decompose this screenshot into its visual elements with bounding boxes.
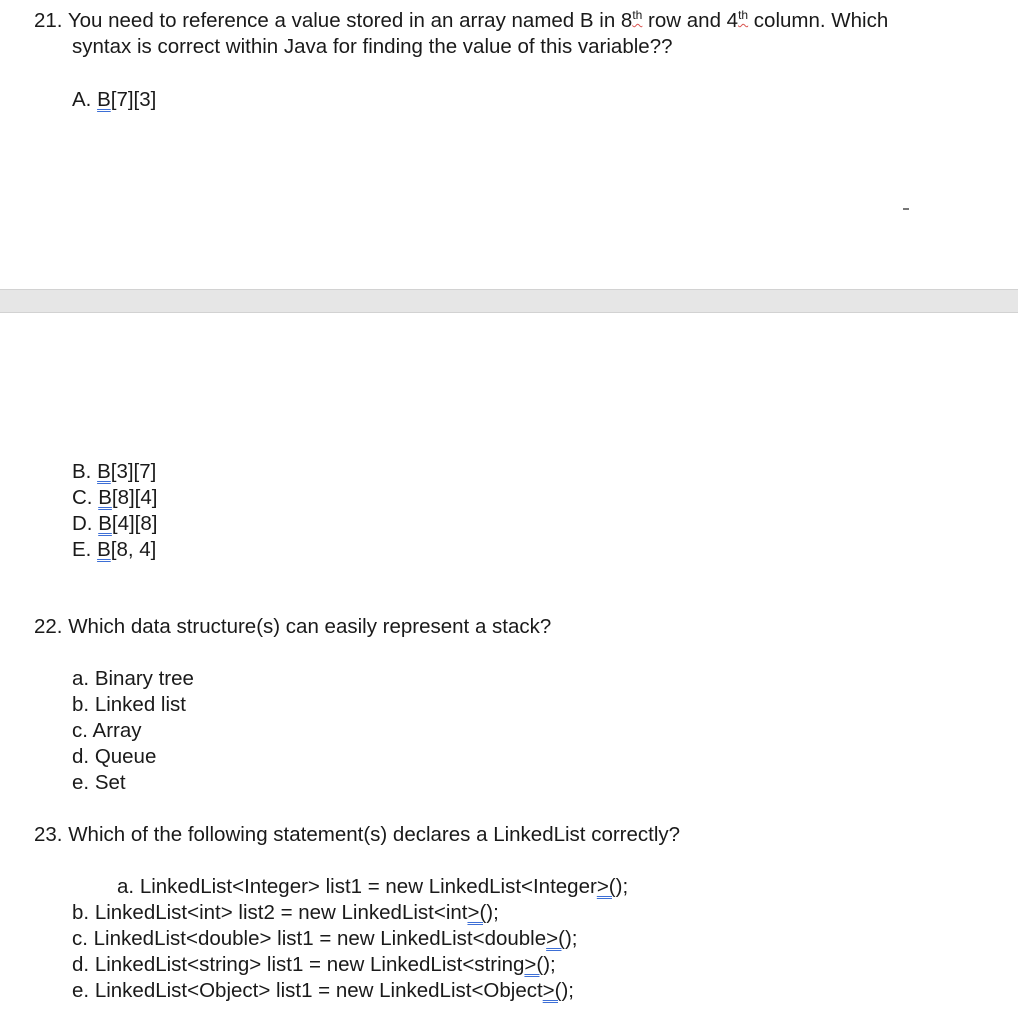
option-letter: E. — [72, 538, 92, 561]
option-letter: c. — [72, 719, 88, 742]
array-name: B — [98, 512, 112, 535]
option-letter: d. — [72, 953, 90, 976]
option-code-end: ); — [561, 979, 575, 1002]
option-letter: b. — [72, 901, 90, 924]
option-code: LinkedList<string> list1 = new LinkedList<string — [94, 953, 525, 976]
option-letter: e. — [72, 979, 90, 1002]
option-text: Binary tree — [94, 667, 194, 690]
q21-superscript-1: th — [632, 8, 643, 22]
q21-text-part-a: You need to reference a value stored in an array named B in 8 — [67, 9, 633, 32]
option-code-underlined: >( — [524, 953, 544, 976]
option-code-end: ); — [615, 875, 629, 898]
option-code: LinkedList<double> list1 = new LinkedList<double — [93, 927, 547, 950]
q21-text-part-c: column. Which — [748, 9, 889, 32]
array-name: B — [97, 88, 111, 111]
q22-option-e — [72, 771, 126, 795]
q21-option-b — [72, 460, 156, 484]
q22-text: Which data structure(s) can easily represent a stack? — [68, 615, 552, 638]
q23-text: Which of the following statement(s) declares a LinkedList correctly? — [68, 823, 681, 846]
option-text: Queue — [94, 745, 157, 768]
q23-number: 23. — [34, 823, 63, 846]
option-code-underlined: >( — [467, 901, 487, 924]
array-name: B — [98, 486, 112, 509]
q21-option-e — [72, 538, 156, 562]
q22-option-c — [72, 719, 142, 743]
q23-question — [34, 823, 680, 847]
q21-superscript-2: th — [738, 8, 749, 22]
option-text: [4][8] — [111, 512, 158, 535]
option-code-underlined: >( — [542, 979, 562, 1002]
q23-option-d — [72, 953, 556, 977]
option-code-end: ); — [564, 927, 578, 950]
option-letter: B. — [72, 460, 92, 483]
option-text: [8, 4] — [110, 538, 157, 561]
option-letter: D. — [72, 512, 93, 535]
q23-option-b — [72, 901, 499, 925]
q21-option-d — [72, 512, 157, 536]
q23-option-a — [117, 875, 628, 899]
option-letter: d. — [72, 745, 90, 768]
q21-line-1 — [34, 9, 888, 33]
option-letter: A. — [72, 88, 92, 111]
array-name: B — [97, 538, 111, 561]
option-text: [3][7] — [110, 460, 157, 483]
option-letter: c. — [72, 927, 88, 950]
option-text: Set — [94, 771, 126, 794]
option-text: Array — [92, 719, 142, 742]
option-text: [8][4] — [111, 486, 158, 509]
stray-mark — [903, 208, 909, 210]
option-letter: b. — [72, 693, 90, 716]
q21-option-a — [72, 88, 156, 112]
q22-option-b — [72, 693, 186, 717]
q22-number: 22. — [34, 615, 63, 638]
q21-option-c — [72, 486, 157, 510]
option-text: Linked list — [94, 693, 186, 716]
array-name: B — [97, 460, 111, 483]
option-code-underlined: >( — [546, 927, 565, 950]
option-letter: e. — [72, 771, 90, 794]
q23-option-c — [72, 927, 577, 951]
q21-number: 21. — [34, 9, 63, 32]
option-code: LinkedList<int> list2 = new LinkedList<int — [94, 901, 468, 924]
q22-option-d — [72, 745, 156, 769]
q21-line-2: syntax is correct within Java for finding the value of this variable?? — [72, 35, 673, 58]
q22-question — [34, 615, 551, 639]
option-code-end: ); — [486, 901, 499, 924]
option-code: LinkedList<Integer> list1 = new LinkedList<Integer — [139, 875, 597, 898]
q21-text-part-b: row and 4 — [642, 9, 739, 32]
option-letter: a. — [72, 667, 90, 690]
q23-option-e — [72, 979, 574, 1003]
option-code-end: ); — [543, 953, 556, 976]
option-code-underlined: >( — [596, 875, 616, 898]
option-letter: a. — [117, 875, 135, 898]
option-text: [7][3] — [110, 88, 157, 111]
q22-option-a — [72, 667, 194, 691]
page-break-divider — [0, 289, 1018, 313]
option-letter: C. — [72, 486, 93, 509]
option-code: LinkedList<Object> list1 = new LinkedList<Object — [94, 979, 543, 1002]
